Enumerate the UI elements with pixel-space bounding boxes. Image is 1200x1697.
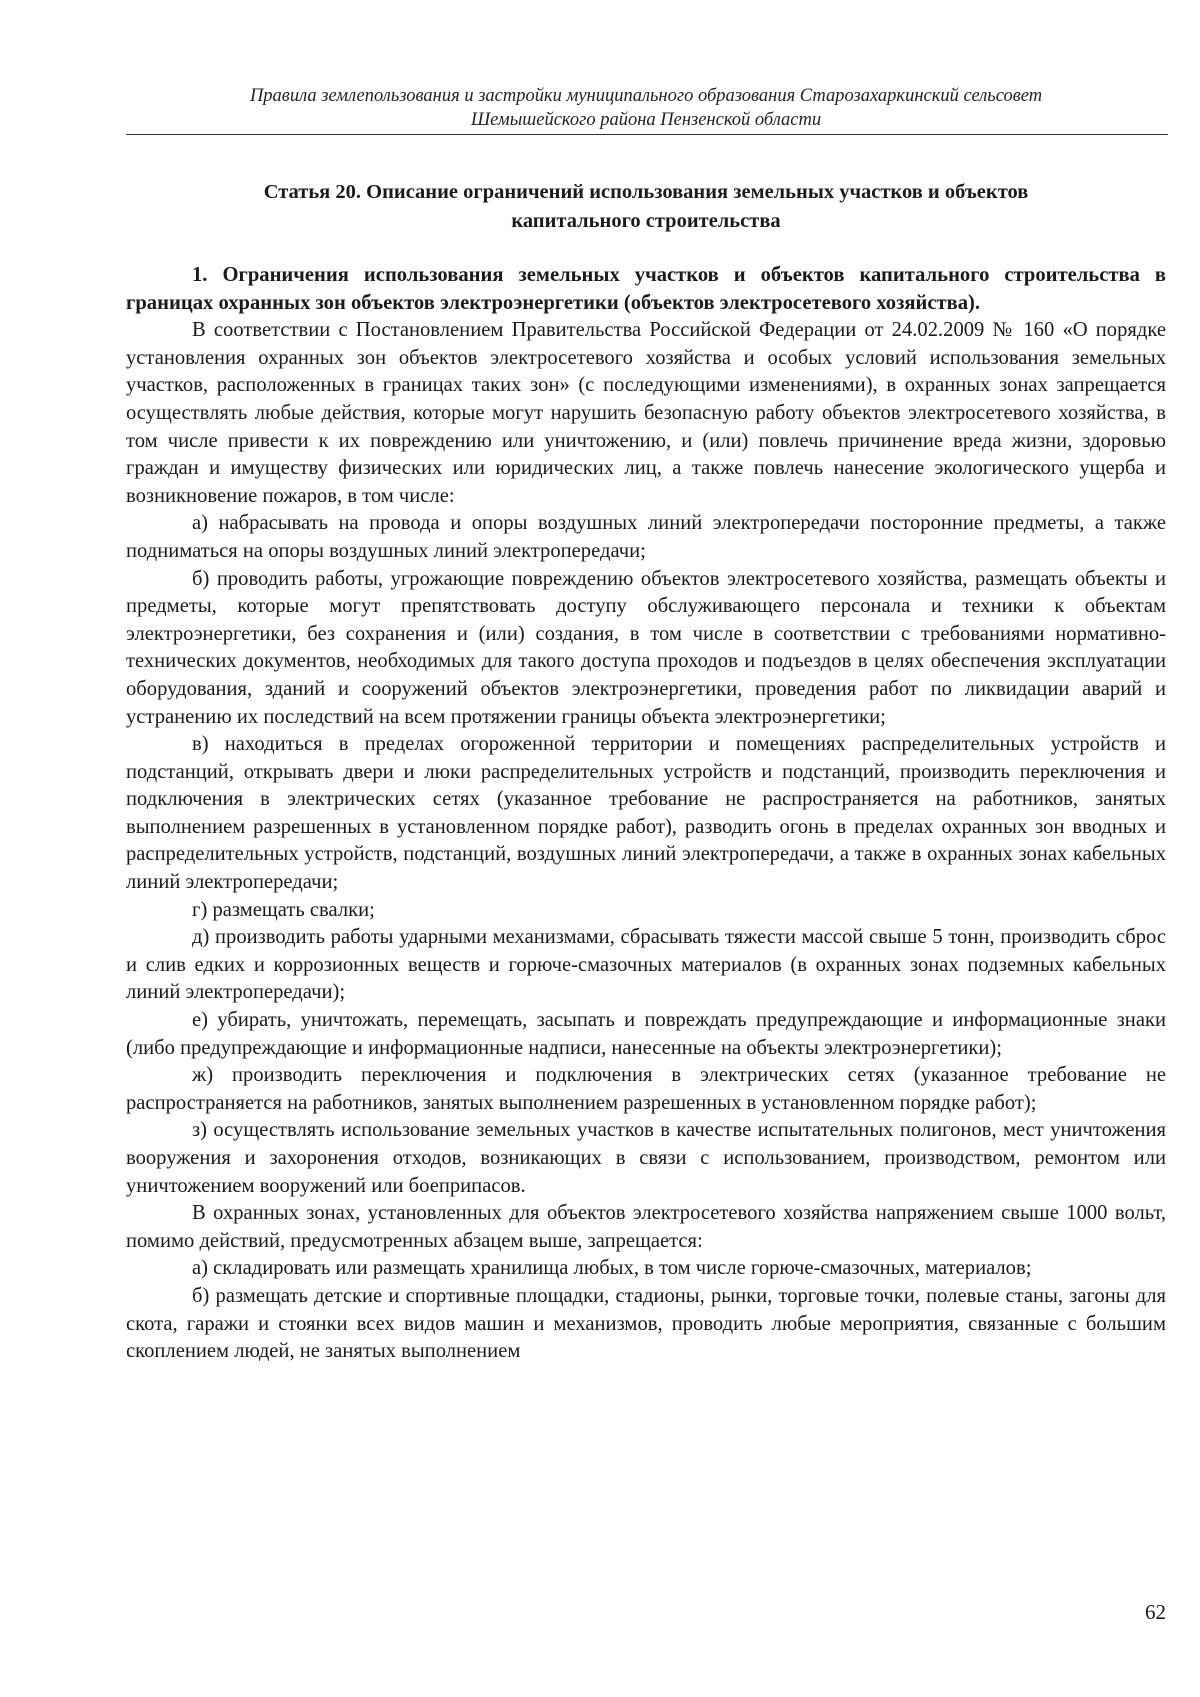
paragraph-item-g: г) размещать свалки; (192, 898, 375, 921)
paragraph-item-a: а) набрасывать на провода и опоры воздушных линий электропередачи посторонние предметы, а также подниматься на опоры воздушных линий электропередачи; (126, 512, 1166, 562)
page-number: 62 (1145, 1600, 1166, 1624)
article-title-line-2: капитального строительства (511, 210, 781, 232)
paragraph-item-z: з) осуществлять использование земельных участков в качестве испытательных полигонов, мест уничтожения вооружения и захоронения отходов, возникающих в связи с использованием, производством, ремонтом или уничтожением вооружений или боеприпасов. (126, 1119, 1166, 1197)
paragraph-item-d: д) производить работы ударными механизмами, сбрасывать тяжести массой свыше 5 тонн, производить сброс и слив едких и коррозионных веществ и горюче-смазочных материалов (в охранных зонах подземных кабельных линий электропередачи); (126, 926, 1166, 1004)
article-title (126, 178, 1166, 236)
article-title-line-1: Статья 20. Описание ограничений использования земельных участков и объектов (263, 181, 1029, 203)
header-divider (126, 134, 1168, 135)
running-header-line-1: Правила землепользования и застройки муниципального образования Старозахаркинский сельсовет (249, 86, 1043, 106)
paragraph-high-voltage-intro: В охранных зонах, установленных для объектов электросетевого хозяйства напряжением свыше 1000 вольт, помимо действий, предусмотренных абзацем выше, запрещается: (126, 1202, 1166, 1252)
section-heading: 1. Ограничения использования земельных участков и объектов капитального строительства в границах охранных зон объектов электроэнергетики (объектов электросетевого хозяйства). (126, 264, 1166, 314)
running-header (126, 84, 1166, 132)
paragraph-item-v: в) находиться в пределах огороженной территории и помещениях распределительных устройств и подстанций, открывать двери и люки распределительных устройств и подстанций, производить переключения и подключения в электрических сетях (указанное требование не распространяется на работников, занятых выполнением разрешенных в установленном порядке работ), разводить огонь в пределах охранных зон вводных и распределительных устройств, подстанций, воздушных линий электропередачи, а также в охранных зонах кабельных линий электропередачи; (126, 733, 1166, 894)
document-body (126, 262, 1166, 1366)
paragraph-intro: В соответствии с Постановлением Правительства Российской Федерации от 24.02.2009 № 160 «О порядке установления охранных зон объектов электросетевого хозяйства и особых условий использования земельных участков, расположенных в границах таких зон» (с последующими изменениями), в охранных зонах запрещается осуществлять любые действия, которые могут нарушить безопасную работу объектов электросетевого хозяйства, в том числе привести к их повреждению или уничтожению, и (или) повлечь причинение вреда жизни, здоровью граждан и имуществу физических или юридических лиц, а также повлечь нанесение экологического ущерба и возникновение пожаров, в том числе: (126, 319, 1166, 507)
paragraph-item-zh: ж) производить переключения и подключения в электрических сетях (указанное требование не распространяется на работников, занятых выполнением разрешенных в установленном порядке работ); (126, 1064, 1166, 1114)
paragraph-hv-item-b: б) размещать детские и спортивные площадки, стадионы, рынки, торговые точки, полевые станы, загоны для скота, гаражи и стоянки всех видов машин и механизмов, проводить любые мероприятия, связанные с большим скоплением людей, не занятых выполнением (126, 1284, 1166, 1363)
paragraph-item-b: б) проводить работы, угрожающие повреждению объектов электросетевого хозяйства, размещать объекты и предметы, которые могут препятствовать доступу обслуживающего персонала и техники к объектам электроэнергетики, без сохранения и (или) создания, в том числе в соответствии с требованиями нормативно-технических документов, необходимых для такого доступа проходов и подъездов в целях обеспечения эксплуатации оборудования, зданий и сооружений объектов электроэнергетики, проведения работ по ликвидации аварий и устранению их последствий на всем протяжении границы объекта электроэнергетики; (126, 567, 1166, 728)
paragraph-hv-item-a: а) складировать или размещать хранилища любых, в том числе горюче-смазочных, материалов; (192, 1257, 1032, 1280)
paragraph-item-e: е) убирать, уничтожать, перемещать, засыпать и повреждать предупреждающие и информационные знаки (либо предупреждающие и информационные надписи, нанесенные на объекты электроэнергетики); (126, 1009, 1166, 1059)
running-header-line-2: Шемышейского района Пензенской области (470, 110, 822, 130)
